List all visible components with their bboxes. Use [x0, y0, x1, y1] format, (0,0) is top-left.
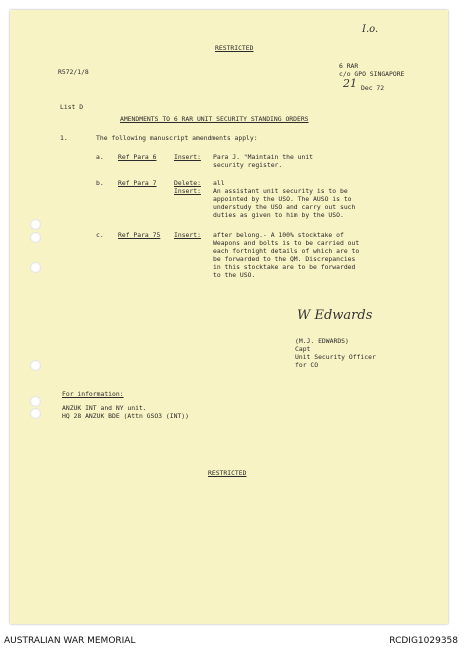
- item-action-secondary: Insert:: [174, 187, 201, 195]
- classification-bottom: RESTRICTED: [208, 469, 247, 477]
- date-day: 21: [343, 77, 357, 90]
- signatory-rank: Capt: [295, 345, 311, 353]
- archive-id: RCDIG1029358: [389, 636, 458, 646]
- punch-hole: [30, 408, 41, 419]
- item-line: Weapons and bolts is to be carried out: [213, 239, 360, 247]
- paragraph-intro: The following manuscript amendments apply:: [96, 134, 258, 142]
- item-line: each fortnight details of which are to: [213, 247, 360, 255]
- signatory-title: Unit Security Officer: [295, 353, 376, 361]
- document-page: [10, 10, 448, 624]
- unit-address: c/o GPO SINGAPORE: [339, 70, 405, 78]
- punch-hole: [30, 396, 41, 407]
- item-letter: b.: [96, 179, 104, 187]
- item-ref: Ref Para 7: [118, 179, 157, 187]
- item-line: duties as given to him by the USO.: [213, 211, 344, 219]
- item-line: in this stocktake are to be forwarded: [213, 263, 356, 271]
- signatory-name: (M.J. EDWARDS): [295, 337, 349, 345]
- item-action: Insert:: [174, 231, 201, 239]
- file-reference: R572/1/8: [58, 68, 89, 76]
- date-month-year: Dec 72: [361, 84, 385, 92]
- item-line: after belong.- A 100% stocktake of: [213, 231, 344, 239]
- item-line: appointed by the USO. The AUSO is to: [213, 195, 352, 203]
- item-line: to the USO.: [213, 271, 256, 279]
- info-line: ANZUK INT and NY unit.: [62, 404, 147, 412]
- item-line: security register.: [213, 161, 283, 169]
- paragraph-number: 1.: [60, 134, 68, 142]
- item-letter: a.: [96, 153, 104, 161]
- punch-hole: [30, 360, 41, 371]
- info-line: HQ 28 ANZUK BDE (Attn GSO3 (INT)): [62, 412, 189, 420]
- list-label: List D: [60, 103, 84, 111]
- unit-name: 6 RAR: [339, 62, 359, 70]
- archive-name: AUSTRALIAN WAR MEMORIAL: [4, 636, 136, 646]
- handwritten-signature: W Edwards: [297, 308, 373, 323]
- item-letter: c.: [96, 231, 104, 239]
- punch-hole: [30, 262, 41, 273]
- punch-hole: [30, 232, 41, 243]
- item-ref: Ref Para 6: [118, 153, 157, 161]
- archive-footer: [0, 630, 464, 654]
- punch-hole: [30, 219, 41, 230]
- item-line: be forwarded to the QM. Discrepancies: [213, 255, 356, 263]
- classification-top: RESTRICTED: [215, 44, 254, 52]
- item-ref: Ref Para 75: [118, 231, 161, 239]
- item-line: understudy the USO and carry out such: [213, 203, 356, 211]
- item-action: Delete:: [174, 179, 201, 187]
- info-heading: For information:: [62, 390, 124, 398]
- document-title: AMENDMENTS TO 6 RAR UNIT SECURITY STANDING ORDERS: [120, 115, 309, 123]
- item-action: Insert:: [174, 153, 201, 161]
- item-line: An assistant unit security is to be: [213, 187, 348, 195]
- item-delete-text: all: [213, 179, 225, 187]
- item-line: Para J. "Maintain the unit: [213, 153, 314, 161]
- handwritten-note: I.o.: [362, 24, 379, 35]
- signatory-for: for CO: [295, 361, 319, 369]
